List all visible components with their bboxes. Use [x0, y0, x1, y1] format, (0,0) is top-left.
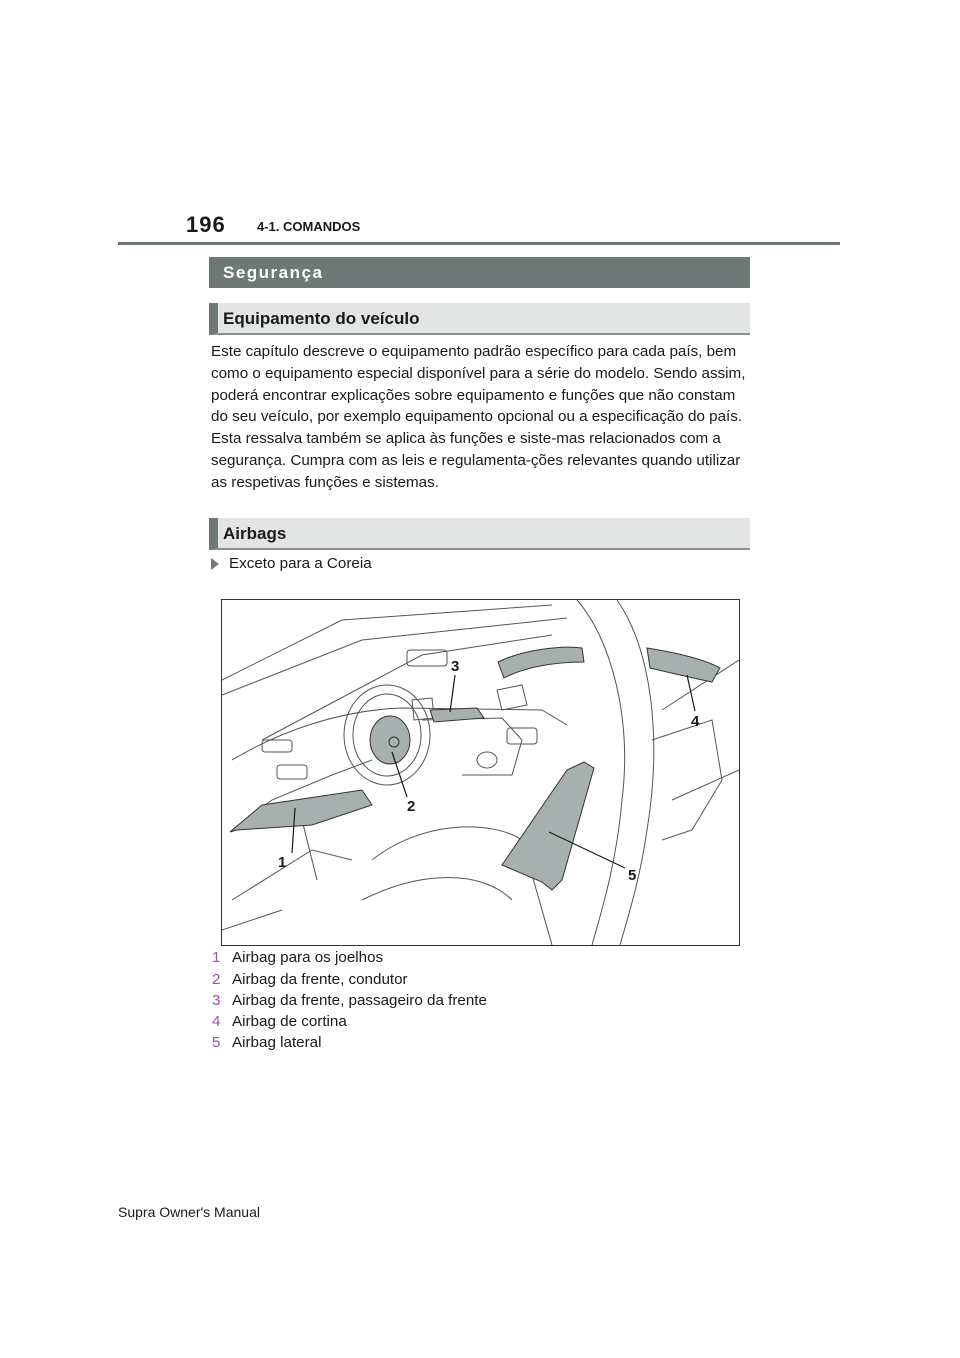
legend-item [212, 1011, 487, 1032]
passenger-airbag-shape [430, 708, 484, 722]
header-rule [118, 242, 840, 245]
triangle-bullet-icon [211, 558, 219, 570]
legend-label: Airbag da frente, condutor [232, 971, 408, 988]
section-title: Segurança [209, 257, 750, 288]
car-interior-drawing [222, 600, 739, 945]
legend-label: Airbag da frente, passageiro da frente [232, 992, 487, 1009]
bullet-item [211, 555, 372, 572]
callout-5: 5 [628, 867, 637, 884]
footer-manual-title: Supra Owner's Manual [118, 1204, 260, 1220]
legend-label: Airbag de cortina [232, 1013, 347, 1030]
legend-item [212, 990, 487, 1011]
legend-label: Airbag lateral [232, 1034, 322, 1051]
chapter-title: 4-1. COMANDOS [257, 219, 361, 234]
callout-2: 2 [407, 798, 416, 815]
curtain-airbag-rear-shape [647, 648, 720, 682]
callout-1: 1 [278, 854, 287, 871]
curtain-airbag-front-shape [498, 647, 584, 678]
body-paragraph: Este capítulo descreve o equipamento padrão específico para cada país, bem como o equipamento especial disponível para a série do modelo. Sendo assim, poderá encontrar explicações sobre equipamento e funções que não constam do seu veículo, por exemplo equipamento opcional ou a especificação do país. Esta ressalva também se aplica às funções e siste-mas relacionados com a segurança. Cumpra com as leis e regulamenta-ções relevantes quando utilizar as respetivas funções e sistemas. [211, 343, 746, 491]
subsection-title-equipment: Equipamento do veículo [209, 303, 750, 335]
driver-airbag-shape [370, 716, 410, 764]
legend-number: 5 [212, 1034, 221, 1051]
airbag-legend [212, 947, 487, 1053]
legend-label: Airbag para os joelhos [232, 949, 384, 966]
callout-4: 4 [691, 713, 700, 730]
legend-number: 3 [212, 992, 221, 1009]
callout-3: 3 [451, 658, 460, 675]
legend-number: 1 [212, 949, 221, 966]
legend-number: 2 [212, 971, 221, 988]
bullet-text: Exceto para a Coreia [229, 555, 372, 572]
legend-item [212, 969, 487, 990]
side-airbag-shape [502, 762, 594, 890]
airbag-illustration [221, 599, 740, 946]
legend-item [212, 1032, 487, 1053]
knee-airbag-shape [230, 790, 372, 832]
subsection-title-airbags: Airbags [209, 518, 750, 550]
legend-number: 4 [212, 1013, 221, 1030]
legend-item [212, 947, 487, 968]
page-number: 196 [186, 212, 226, 237]
